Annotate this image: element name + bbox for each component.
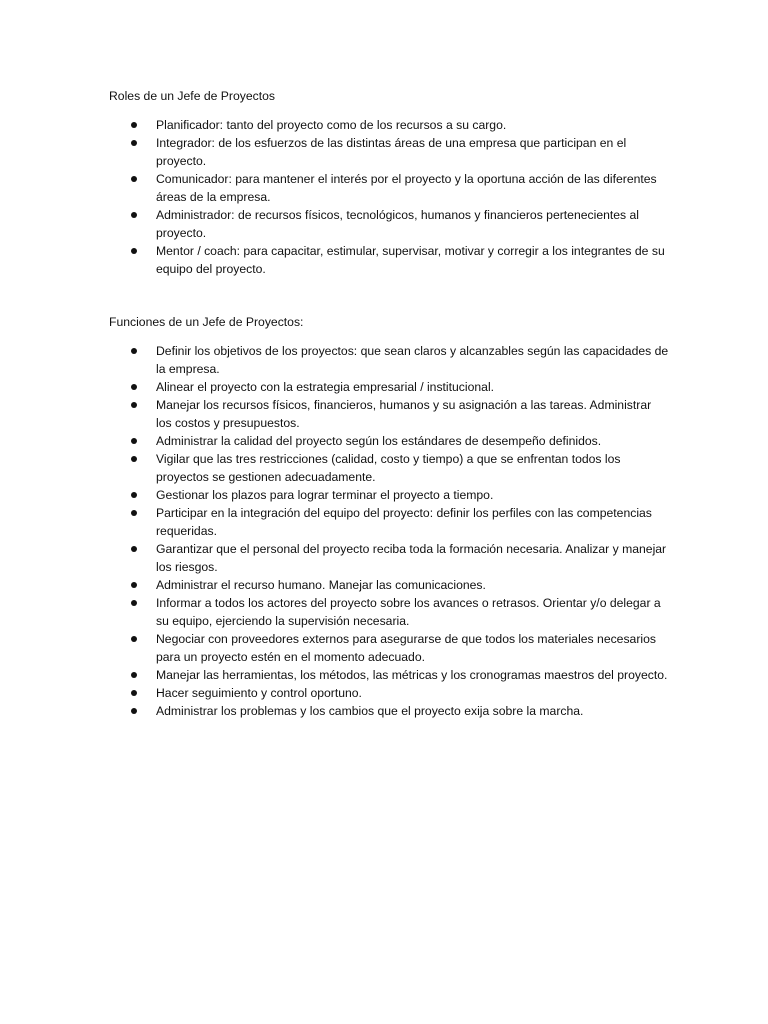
list-item-text: Integrador: de los esfuerzos de las distintas áreas de una empresa que participan en el proyecto. <box>156 136 627 168</box>
list-item-text: Comunicador: para mantener el interés por el proyecto y la oportuna acción de las diferentes áreas de la empresa. <box>156 172 657 204</box>
list-item-text: Planificador: tanto del proyecto como de los recursos a su cargo. <box>156 118 507 132</box>
list-item <box>109 116 669 134</box>
list-item <box>109 206 669 242</box>
list-item <box>109 702 669 720</box>
bullet-icon <box>131 348 137 354</box>
list-item <box>109 630 669 666</box>
roles-section <box>109 87 669 278</box>
list-item <box>109 378 669 396</box>
list-item <box>109 666 669 684</box>
list-item-text: Participar en la integración del equipo del proyecto: definir los perfiles con las competencias requeridas. <box>156 506 652 538</box>
list-item-text: Informar a todos los actores del proyecto sobre los avances o retrasos. Orientar y/o delegar a su equipo, ejerciendo la supervisión necesaria. <box>156 596 661 628</box>
roles-list <box>109 116 669 278</box>
list-item-text: Vigilar que las tres restricciones (calidad, costo y tiempo) a que se enfrentan todos los proyectos se gestionen adecuadamente. <box>156 452 621 484</box>
list-item <box>109 170 669 206</box>
bullet-icon <box>131 672 137 678</box>
bullet-icon <box>131 492 137 498</box>
list-item-text: Gestionar los plazos para lograr terminar el proyecto a tiempo. <box>156 488 494 502</box>
list-item-text: Manejar las herramientas, los métodos, las métricas y los cronogramas maestros del proyecto. <box>156 668 668 682</box>
list-item <box>109 486 669 504</box>
bullet-icon <box>131 582 137 588</box>
bullet-icon <box>131 546 137 552</box>
list-item-text: Mentor / coach: para capacitar, estimular, supervisar, motivar y corregir a los integrantes de su equipo del proyecto. <box>156 244 665 276</box>
list-item <box>109 134 669 170</box>
bullet-icon <box>131 402 137 408</box>
bullet-icon <box>131 140 137 146</box>
list-item <box>109 396 669 432</box>
bullet-icon <box>131 122 137 128</box>
bullet-icon <box>131 438 137 444</box>
list-item-text: Administrador: de recursos físicos, tecnológicos, humanos y financieros pertenecientes al proyecto. <box>156 208 640 240</box>
list-item <box>109 450 669 486</box>
list-item-text: Manejar los recursos físicos, financieros, humanos y su asignación a las tareas. Administrar los costos y presupuestos. <box>156 398 652 430</box>
bullet-icon <box>131 600 137 606</box>
funciones-section <box>109 313 669 720</box>
list-item <box>109 594 669 630</box>
list-item-text: Administrar la calidad del proyecto según los estándares de desempeño definidos. <box>156 434 602 448</box>
bullet-icon <box>131 384 137 390</box>
list-item-text: Hacer seguimiento y control oportuno. <box>156 686 362 700</box>
list-item <box>109 242 669 278</box>
list-item-text: Definir los objetivos de los proyectos: que sean claros y alcanzables según las capacidades de la empresa. <box>156 344 669 376</box>
bullet-icon <box>131 212 137 218</box>
list-item <box>109 576 669 594</box>
list-item <box>109 432 669 450</box>
list-item <box>109 684 669 702</box>
list-item-text: Administrar los problemas y los cambios que el proyecto exija sobre la marcha. <box>156 704 584 718</box>
funciones-title: Funciones de un Jefe de Proyectos: <box>109 315 304 329</box>
list-item-text: Administrar el recurso humano. Manejar las comunicaciones. <box>156 578 486 592</box>
bullet-icon <box>131 248 137 254</box>
list-item-text: Alinear el proyecto con la estrategia empresarial / institucional. <box>156 380 495 394</box>
bullet-icon <box>131 510 137 516</box>
list-item <box>109 504 669 540</box>
list-item-text: Negociar con proveedores externos para asegurarse de que todos los materiales necesarios para un proyecto estén en el momento adecuado. <box>156 632 656 664</box>
list-item <box>109 342 669 378</box>
roles-title: Roles de un Jefe de Proyectos <box>109 89 275 103</box>
bullet-icon <box>131 708 137 714</box>
funciones-list <box>109 342 669 720</box>
bullet-icon <box>131 636 137 642</box>
list-item-text: Garantizar que el personal del proyecto reciba toda la formación necesaria. Analizar y manejar los riesgos. <box>156 542 667 574</box>
bullet-icon <box>131 690 137 696</box>
list-item <box>109 540 669 576</box>
bullet-icon <box>131 456 137 462</box>
bullet-icon <box>131 176 137 182</box>
